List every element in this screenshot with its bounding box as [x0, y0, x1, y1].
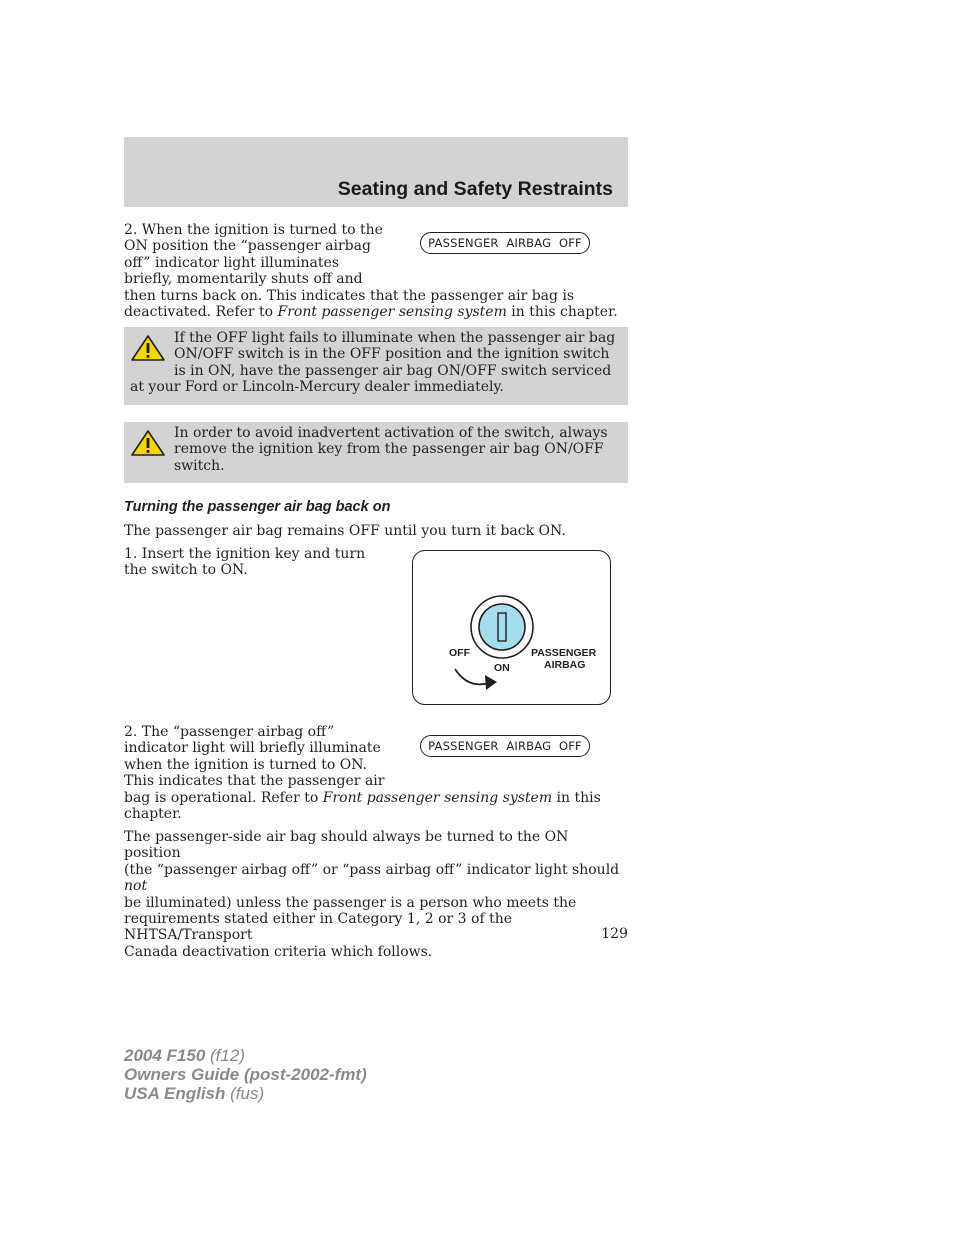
passenger-airbag-off-indicator: PASSENGER AIRBAG OFF: [420, 232, 590, 254]
warning-triangle-icon: [130, 334, 166, 362]
closing-paragraph: The passenger-side air bag should always be turned to the ON position (the “passenger airbag off” or “pass airbag off” indicator light should not be illuminated) unless the passenger is a person who meets the requirements stated either in Category 1, 2 or 3 of the NHTSA/Transport Canada deactivation criteria which follows.: [124, 829, 620, 960]
airbag-switch-diagram: [412, 550, 611, 705]
on-label: ON: [494, 662, 510, 674]
passenger-label: PASSENGER: [531, 647, 597, 659]
cross-reference: Front passenger sensing system: [277, 304, 507, 321]
step2-top-text: 2. When the ignition is turned to the ON position the “passenger airbag off” indicator light illuminates briefly, momentarily shuts off and then turns back on. This indicates that the passenger air bag is deactivated. Refer to Front passenger sensing system in this chapter.: [124, 222, 618, 321]
warning-box-1: [124, 327, 628, 405]
subheading: Turning the passenger air bag back on: [124, 499, 391, 515]
off-label: OFF: [449, 647, 470, 659]
warning-triangle-icon: [130, 429, 166, 457]
passenger-airbag-off-indicator: PASSENGER AIRBAG OFF: [420, 735, 590, 757]
step1-text: 1. Insert the ignition key and turn the switch to ON.: [124, 546, 366, 579]
warning-text-2: In order to avoid inadvertent activation of the switch, always remove the ignition key from the passenger air bag ON/OFF switch.: [174, 425, 608, 474]
warning-box-2: [124, 422, 628, 483]
section-title: Seating and Safety Restraints: [337, 178, 613, 200]
section-header-band: [124, 137, 628, 207]
switch-illustration: [413, 551, 612, 706]
document-footer: 2004 F150 (f12) Owners Guide (post-2002-fmt) USA English (fus): [124, 1046, 367, 1103]
intro-text: The passenger air bag remains OFF until you turn it back ON.: [124, 523, 566, 539]
airbag-label: AIRBAG: [544, 659, 586, 671]
cross-reference: Front passenger sensing system: [322, 789, 553, 806]
step2-bottom-text: 2. The “passenger airbag off” indicator light will briefly illuminate when the ignition is turned to ON. This indicates that the passenger air bag is operational. Refer to Front passenger sensing system in this chapter.: [124, 724, 601, 823]
warning-text-1: If the OFF light fails to illuminate when the passenger air bag ON/OFF switch is in the OFF position and the ignition switch is in ON, have the passenger air bag ON/OFF switch serviced at your Ford or Lincoln-Mercury dealer immediately.: [130, 330, 616, 396]
page-number: 129: [601, 926, 628, 942]
